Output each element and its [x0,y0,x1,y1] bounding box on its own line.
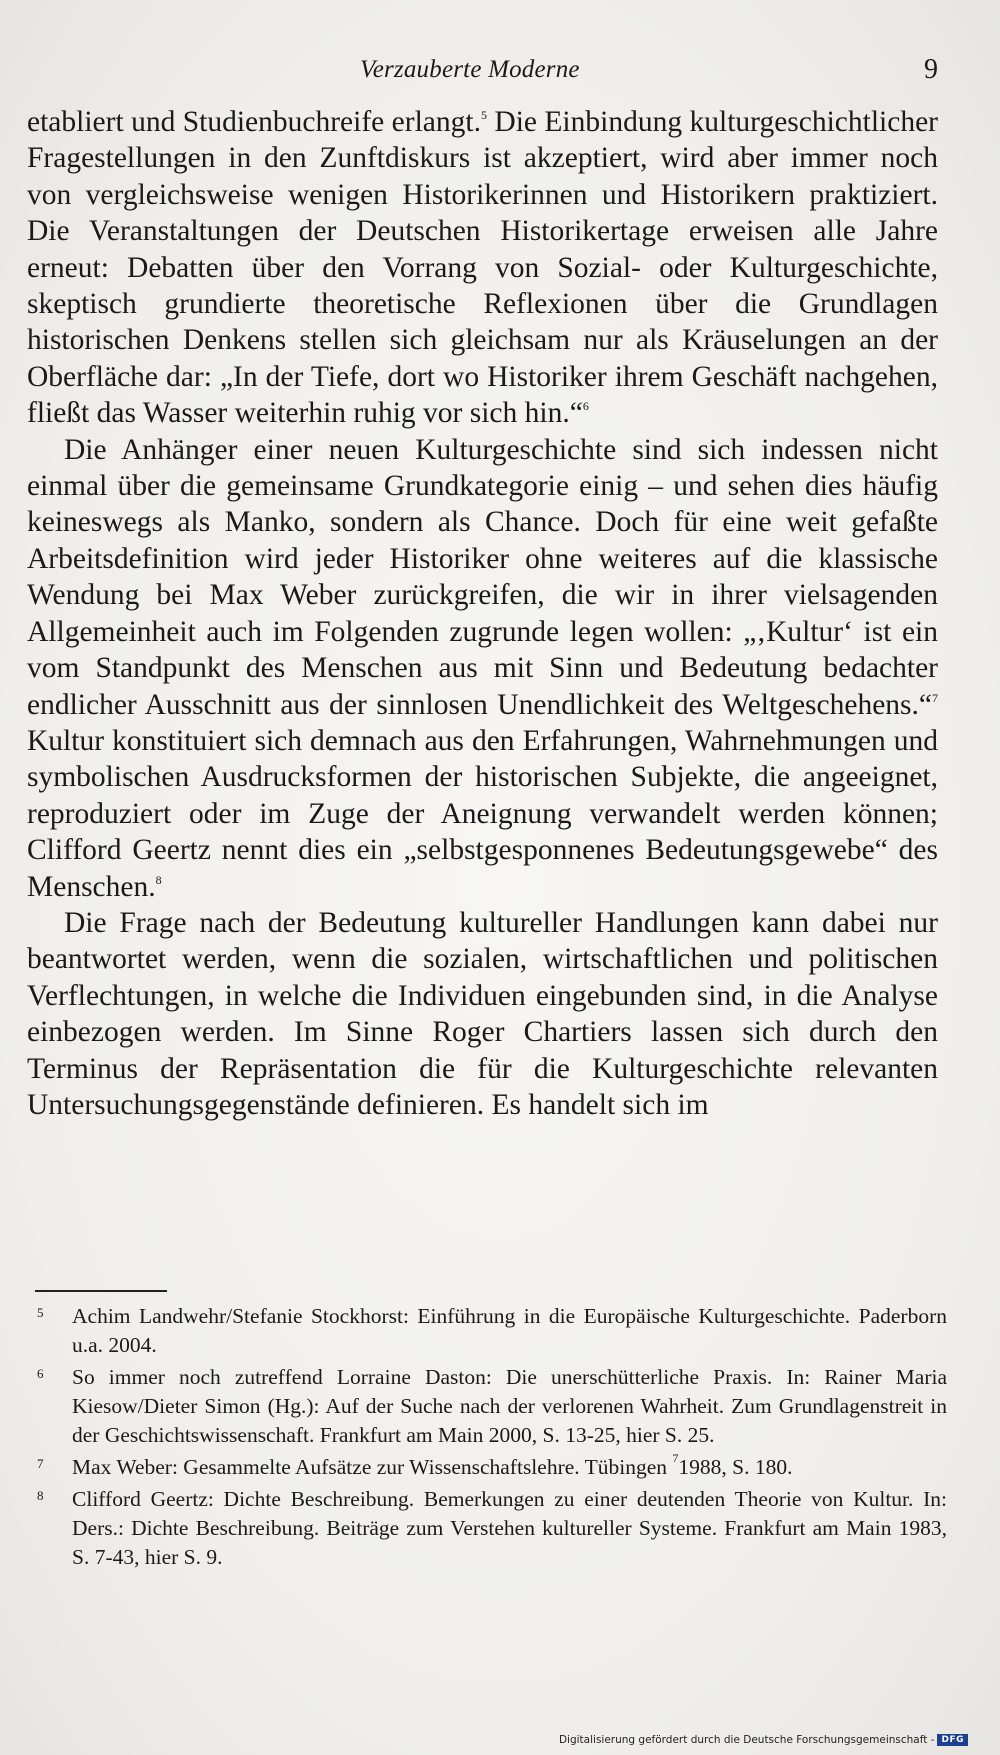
footnote-ref-5: 5 [480,108,487,122]
footnote-text: Max Weber: Gesammelte Aufsätze zur Wissenschaftslehre. Tübingen [72,1455,673,1479]
footnote-6 [35,1363,947,1450]
footnote-text: So immer noch zutreffend Lorraine Daston: Die unerschütterliche Praxis. In: Rainer Maria Kiesow/Dieter Simon (Hg.): Auf der Suche nach der verlorenen Wahrheit. Zum Grundlagenstreit in der Geschichtswissenschaft. Frankfurt am Main 2000, S. 13-25, hier S. 25. [72,1365,947,1447]
footnote-ref-8: 8 [155,872,162,887]
paragraph-2 [27,432,938,905]
paragraph-text: Die Anhänger einer neuen Kulturgeschichte sind sich indessen nicht einmal über die gemeinsame Grundkategorie einig – und sehen dies häufig keineswegs als Manko, sondern als Chance. Doch für eine weit gefaßte Arbeitsdefinition wird jeder Historiker ohne weiteres auf die klassische Wendung bei Max Weber zurückgreifen, die wir in ihrer vielsagenden Allgemeinheit auch im Folgenden zugrunde legen wollen: „‚Kultur‘ ist ein vom Standpunkt des Menschen aus mit Sinn und Bedeutung bedachter endlicher Ausschnitt aus der sinnlosen Unendlichkeit des Weltgeschehens.“ [27,433,938,721]
footnote-number: 5 [37,1305,44,1320]
footnote-ref-6: 6 [582,399,589,414]
dfg-logo: DFG [937,1734,968,1746]
footnote-separator [35,1290,167,1292]
paragraph-text: Die Einbindung kulturgeschichtlicher Fragestellungen in den Zunftdiskurs ist akzeptiert, wird aber immer noch von vergleichsweise wenigen Historikerinnen und Historikern praktiziert. Die Veranstaltungen der Deutschen Historikertage erweisen alle Jahre erneut: Debatten über den Vorrang von Sozial- oder Kulturgeschichte, skeptisch grundierte theoretische Reflexionen über die Grundlagen historischen Denkens stellen sich gleichsam nur als Kräuselungen an der Oberfläche dar: „In der Tiefe, dort wo Historiker ihrem Geschäft nachgehen, fließt das Wasser weiterhin ruhig vor sich hin.“ [27,106,938,430]
page-number: 9 [924,54,938,85]
edition-superscript: 7 [672,1451,679,1465]
footnote-ref-7: 7 [932,690,938,705]
paragraph-3 [27,905,938,1123]
footnote-8 [35,1485,947,1572]
footnote-number: 8 [37,1488,44,1503]
paragraph-text: Die Frage nach der Bedeutung kultureller Handlungen kann dabei nur beantwortet werden, wenn die sozialen, wirtschaftlichen und politischen Verflechtungen, in welche die Individuen eingebunden sind, in die Analyse einbezogen werden. Im Sinne Roger Chartiers lassen sich durch den Terminus der Repräsentation die für die Kulturgeschichte relevanten Untersuchungsgegenstände definieren. Es handelt sich im [27,906,938,1121]
running-title: Verzauberte Moderne [360,56,580,83]
credit-text: Digitalisierung gefördert durch die Deutsche Forschungsgemeinschaft - [558,1734,935,1746]
paragraph-text: etabliert und Studienbuchreife erlangt. [27,106,481,138]
footnote-7 [35,1453,947,1482]
paragraph-text: Kultur konstituiert sich demnach aus den Erfahrungen, Wahrnehmungen und symbolischen Ausdrucksformen der historischen Subjekte, die angeeignet, reproduziert oder im Zuge der Aneignung verwandelt werden können; Clifford Geertz nennt dies ein „selbstgesponnenes Bedeutungsgewebe“ des Menschen. [27,724,938,903]
footnote-5 [35,1302,947,1360]
paragraph-1 [27,104,938,432]
footnote-number: 7 [37,1456,44,1471]
footnote-text: Clifford Geertz: Dichte Beschreibung. Bemerkungen zu einer deutenden Theorie von Kultur. In: Ders.: Dichte Beschreibung. Beiträge zum Verstehen kultureller Systeme. Frankfurt am Main 1983, S. 7-43, hier S. 9. [72,1487,947,1569]
footnote-text: 1988, S. 180. [678,1455,793,1479]
footnote-number: 6 [37,1366,44,1381]
footnotes [35,1302,947,1575]
digitization-credit [559,1734,968,1746]
footnote-text: Achim Landwehr/Stefanie Stockhorst: Einführung in die Europäische Kulturgeschichte. Paderborn u.a. 2004. [72,1304,947,1357]
main-text [27,104,938,1123]
